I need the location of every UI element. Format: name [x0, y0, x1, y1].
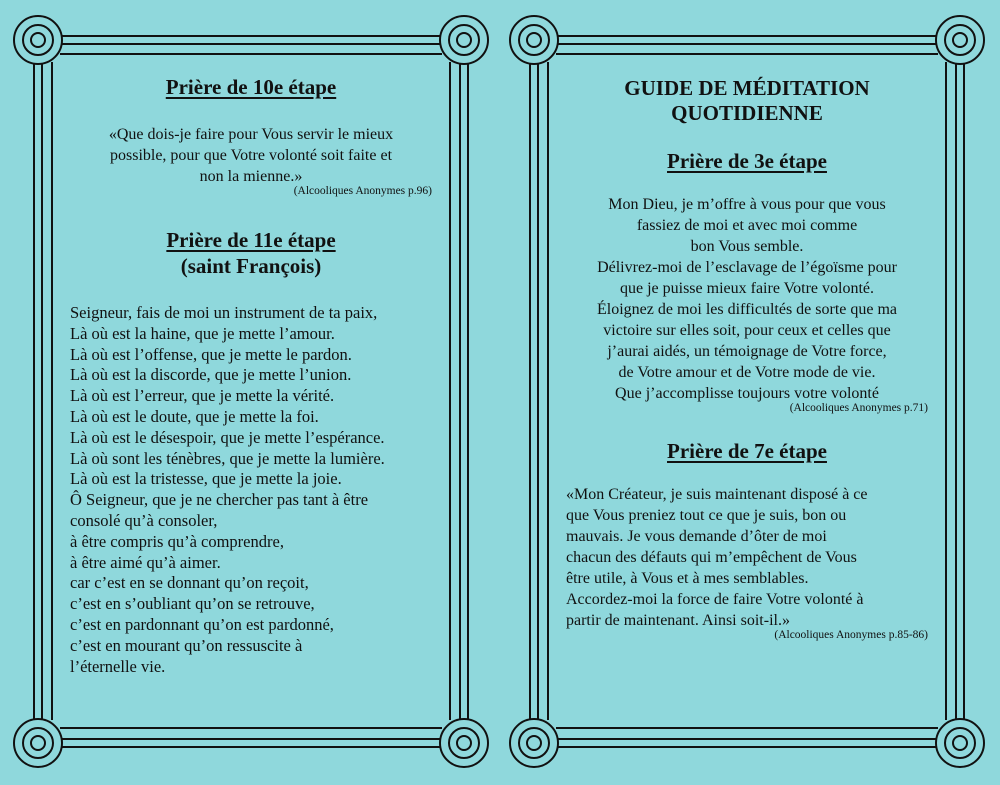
- step10-title: Prière de 10e étape: [165, 75, 337, 99]
- left-card: [12, 14, 490, 769]
- step10-citation: (Alcooliques Anonymes p.96): [293, 185, 432, 197]
- left-card-content: [70, 72, 432, 719]
- corner-rosette-br: [440, 719, 488, 767]
- corner-rosette-tl: [14, 16, 62, 64]
- step11-subtitle: (saint François): [180, 254, 322, 278]
- right-card-content: [566, 72, 928, 719]
- corner-rosette-tr: [440, 16, 488, 64]
- corner-rosette-tr: [936, 16, 984, 64]
- guide-title-line1: GUIDE DE MÉDITATION: [624, 76, 870, 100]
- step3-citation: (Alcooliques Anonymes p.71): [789, 402, 928, 414]
- right-card: [508, 14, 986, 769]
- guide-title-line2: QUOTIDIENNE: [671, 101, 823, 125]
- step3-prayer: Mon Dieu, je m’offre à vous pour que vous fassiez de moi et avec moi comme bon Vous semble. Délivrez-moi de l’esclavage de l’égoïsme pour que je puisse mieux faire Votre volonté. Éloignez de moi les difficultés de sorte que ma victoire sur elles soit, pour ceux et celles que j’aurai aidés, un témoignage de Votre force, de Votre amour et de Votre mode de vie. Que j’accomplisse toujours votre volonté: [596, 196, 898, 402]
- corner-rosette-tl: [510, 16, 558, 64]
- step3-title: Prière de 3e étape: [667, 149, 827, 173]
- corner-rosette-bl: [510, 719, 558, 767]
- step7-citation: (Alcooliques Anonymes p.85-86): [774, 629, 928, 641]
- corner-rosette-br: [936, 719, 984, 767]
- step11-prayer: Seigneur, fais de moi un instrument de ta paix, Là où est la haine, que je mette l’amour. Là où est l’offense, que je mette le pardon. Là où est la discorde, que je mette l’union. Là où est l’erreur, que je mette la vérité. Là où est le doute, que je mette la foi. Là où est le désespoir, que je mette l’espérance. Là où sont les ténèbres, que je mette la lumière. Là où est la tristesse, que je mette la joie. Ô Seigneur, que je ne chercher pas tant à être consolé qu’à consoler, à être compris qu’à comprendre, à être aimé qu’à aimer. car c’est en se donnant qu’on reçoit, c’est en s’oubliant qu’on se retrouve, c’est en pardonnant qu’on est pardonné, c’est en mourant qu’on ressuscite à l’éternelle vie.: [70, 303, 385, 676]
- step10-prayer: «Que dois-je faire pour Vous servir le mieux possible, pour que Votre volonté soit faite et non la mienne.»: [108, 126, 394, 185]
- step7-title: Prière de 7e étape: [667, 439, 827, 463]
- corner-rosette-bl: [14, 719, 62, 767]
- step11-title: Prière de 11e étape: [166, 228, 336, 252]
- step7-prayer: «Mon Créateur, je suis maintenant disposé à ce que Vous preniez tout ce que je suis, bon ou mauvais. Je vous demande d’ôter de moi chacun des défauts qui m’empêchent de Vous être utile, à Vous et à mes semblables. Accordez-moi la force de faire Votre volonté à partir de maintenant. Ainsi soit-il.»: [566, 486, 868, 629]
